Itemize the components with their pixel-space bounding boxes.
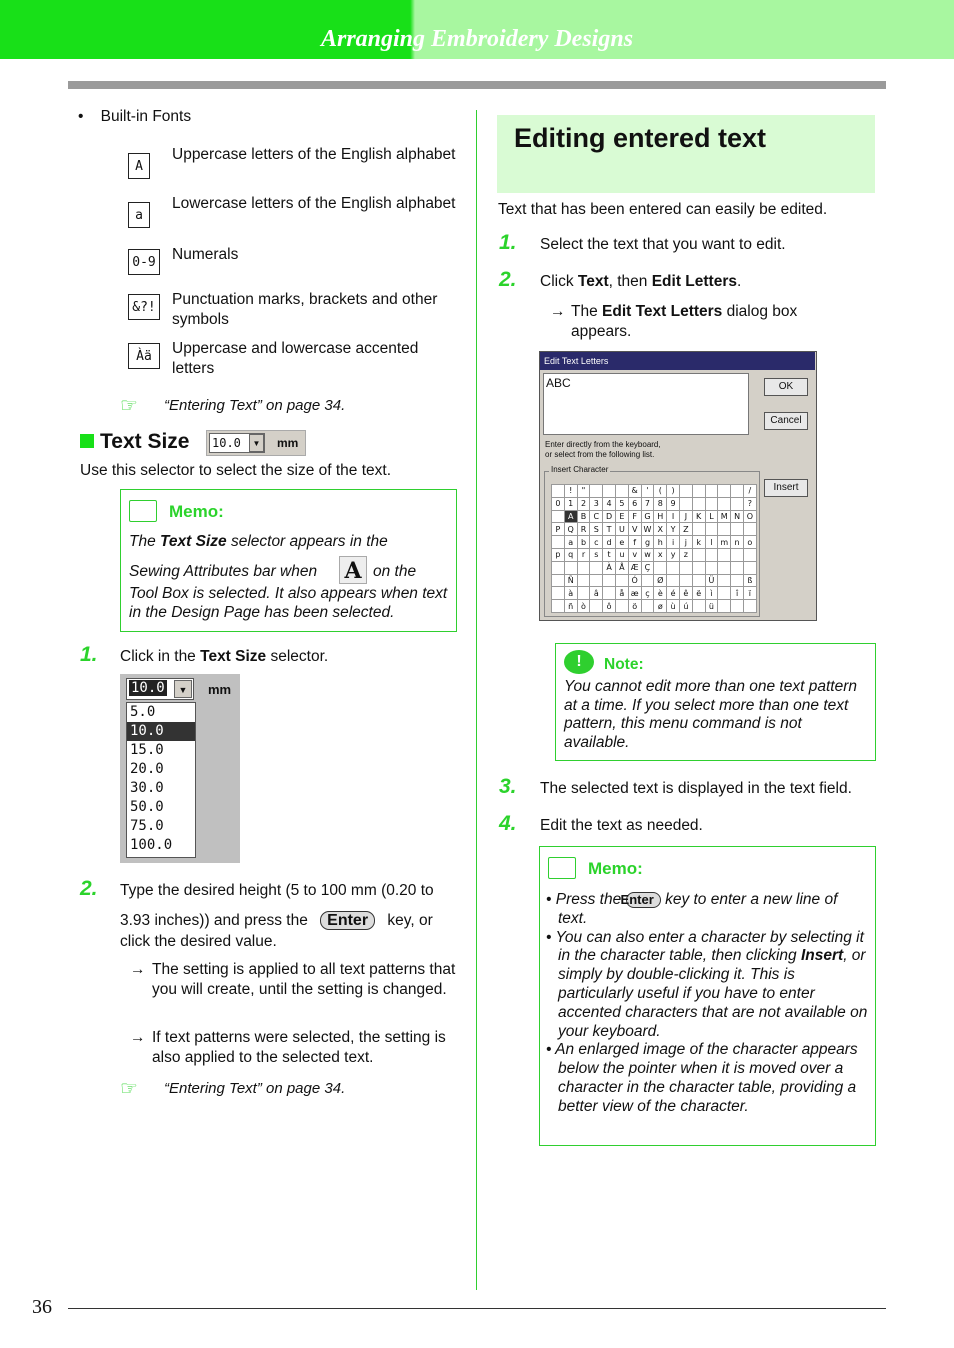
ok-button[interactable]: OK — [764, 378, 808, 396]
insert-button[interactable]: Insert — [764, 479, 808, 497]
character-cell[interactable] — [705, 523, 718, 536]
step1-bold: Text Size — [200, 648, 267, 665]
bullet2-bold: Insert — [800, 947, 844, 965]
step2-mid: , then — [608, 273, 652, 290]
character-cell[interactable]: Ç — [641, 561, 654, 574]
character-cell[interactable]: B — [577, 510, 590, 523]
character-cell[interactable] — [590, 600, 603, 613]
character-cell[interactable]: w — [641, 548, 654, 561]
bullet1-pre: Press the — [555, 891, 622, 908]
section-title-box — [497, 115, 875, 193]
note-label: Note: — [604, 656, 644, 673]
character-cell[interactable]: i — [667, 536, 680, 549]
result-pre: The — [571, 303, 603, 320]
character-cell[interactable]: O — [743, 510, 756, 523]
character-row — [552, 510, 757, 523]
character-cell[interactable]: v — [628, 548, 641, 561]
character-cell[interactable]: ë — [692, 587, 705, 600]
character-cell[interactable] — [705, 497, 718, 510]
character-cell[interactable]: ú — [679, 600, 692, 613]
memo-box-left — [120, 489, 457, 632]
character-cell[interactable] — [679, 574, 692, 587]
character-cell[interactable] — [641, 600, 654, 613]
character-cell[interactable]: Q — [564, 523, 577, 536]
text-size-dropdown-screenshot — [120, 674, 240, 863]
book-icon — [548, 857, 576, 879]
pointing-hand-icon: ☞ — [120, 395, 138, 417]
character-cell[interactable]: ( — [654, 485, 667, 498]
character-cell[interactable] — [718, 548, 731, 561]
step2-line2b: key, or — [387, 912, 433, 929]
punctuation-font-icon: &?! — [128, 294, 160, 320]
character-cell[interactable] — [564, 561, 577, 574]
character-cell[interactable]: r — [577, 548, 590, 561]
insert-character-group — [544, 465, 760, 617]
character-cell[interactable]: 0 — [552, 497, 565, 510]
chevron-down-icon[interactable]: ▼ — [249, 434, 264, 452]
result-bold: Edit Text Letters — [602, 303, 723, 320]
character-cell[interactable] — [718, 523, 731, 536]
numerals-font-icon: 0-9 — [128, 249, 160, 275]
edit-text-letters-dialog — [539, 351, 817, 621]
step2-line3: click the desired value. — [120, 933, 277, 950]
step-number: 4. — [499, 812, 517, 835]
dialog-instruction — [545, 440, 661, 460]
step2-post: . — [736, 273, 742, 290]
character-cell[interactable] — [692, 485, 705, 498]
character-cell[interactable] — [731, 561, 744, 574]
memo-bullet-1: • Press the Enter key to enter a new line of text. — [546, 891, 838, 927]
character-row — [552, 561, 757, 574]
character-cell[interactable]: C — [590, 510, 603, 523]
character-cell[interactable]: Y — [667, 523, 680, 536]
memo-line2a: Sewing Attributes bar when — [129, 563, 318, 580]
memo-line1 — [129, 532, 454, 552]
character-cell[interactable]: F — [628, 510, 641, 523]
character-cell[interactable]: o — [743, 536, 756, 549]
character-cell[interactable] — [552, 510, 565, 523]
text-tool-icon: A — [339, 556, 367, 584]
character-cell[interactable] — [692, 523, 705, 536]
character-cell[interactable]: L — [705, 510, 718, 523]
character-cell[interactable]: U — [615, 523, 628, 536]
character-cell[interactable] — [577, 561, 590, 574]
character-cell[interactable]: n — [731, 536, 744, 549]
character-cell[interactable]: p — [552, 548, 565, 561]
memo-label: Memo: — [588, 859, 643, 878]
character-cell[interactable]: P — [552, 523, 565, 536]
character-cell[interactable]: y — [667, 548, 680, 561]
character-cell[interactable] — [590, 561, 603, 574]
character-row — [552, 587, 757, 600]
character-cell[interactable] — [718, 600, 731, 613]
character-cell[interactable]: S — [590, 523, 603, 536]
character-cell[interactable]: I — [667, 510, 680, 523]
character-cell[interactable]: ï — [743, 587, 756, 600]
dropdown-option[interactable]: 75.0 — [130, 818, 164, 834]
character-cell[interactable]: ô — [603, 600, 616, 613]
bullet2-pre: You can also enter a character by selecting it in the character table, then clicking — [555, 928, 864, 965]
character-cell[interactable]: À — [603, 561, 616, 574]
character-cell[interactable]: ' — [641, 485, 654, 498]
step2-result1 — [130, 960, 456, 1000]
character-cell[interactable]: & — [628, 485, 641, 498]
step-number: 1. — [80, 643, 98, 666]
character-cell[interactable] — [692, 548, 705, 561]
step1-text — [120, 647, 328, 667]
chevron-down-icon[interactable]: ▼ — [174, 680, 192, 698]
bullet-builtin-fonts: • Built-in Fonts — [78, 108, 192, 125]
character-cell[interactable] — [654, 561, 667, 574]
character-cell[interactable] — [552, 536, 565, 549]
bullet-text: Built-in Fonts — [100, 108, 192, 125]
character-cell[interactable]: ì — [705, 587, 718, 600]
character-cell[interactable]: 8 — [654, 497, 667, 510]
section-title: Editing entered text — [514, 123, 767, 153]
character-cell[interactable]: ü — [705, 600, 718, 613]
character-cell[interactable]: ê — [679, 587, 692, 600]
unit-label: mm — [277, 436, 299, 450]
character-cell[interactable] — [603, 587, 616, 600]
character-cell[interactable]: u — [615, 548, 628, 561]
character-cell[interactable] — [615, 600, 628, 613]
dropdown-field[interactable] — [126, 678, 194, 700]
memo-line2b: on the — [373, 563, 417, 580]
character-cell[interactable] — [718, 561, 731, 574]
character-cell[interactable] — [552, 587, 565, 600]
character-cell[interactable] — [731, 523, 744, 536]
result1-text: The setting is applied to all text patterns that you will create, until the setting is changed. — [152, 961, 456, 998]
step-number: 3. — [499, 775, 517, 798]
character-cell[interactable] — [743, 600, 756, 613]
group-label: Insert Character — [551, 465, 609, 474]
memo-box-right — [539, 846, 876, 1146]
note-box — [555, 643, 876, 761]
step2-bold1: Text — [577, 273, 609, 290]
character-cell[interactable]: 6 — [628, 497, 641, 510]
character-cell[interactable]: Ñ — [564, 574, 577, 587]
character-cell[interactable]: s — [590, 548, 603, 561]
dropdown-option[interactable]: 20.0 — [130, 761, 164, 777]
character-cell[interactable]: V — [628, 523, 641, 536]
character-cell[interactable] — [679, 497, 692, 510]
dialog-text-field[interactable]: ABC — [543, 373, 749, 435]
step3-text: The selected text is displayed in the text field. — [540, 780, 852, 797]
character-cell[interactable]: ß — [743, 574, 756, 587]
result2-text: If text patterns were selected, the setting is also applied to the selected text. — [152, 1029, 446, 1066]
character-cell[interactable]: 9 — [667, 497, 680, 510]
dropdown-option[interactable]: 30.0 — [130, 780, 164, 796]
character-row — [552, 536, 757, 549]
character-cell[interactable]: k — [692, 536, 705, 549]
character-cell[interactable]: ø — [654, 600, 667, 613]
dropdown-option[interactable]: 50.0 — [130, 799, 164, 815]
dropdown-option[interactable]: 100.0 — [130, 837, 173, 853]
text-size-description: Use this selector to select the size of the text. — [80, 462, 392, 479]
character-cell[interactable] — [692, 497, 705, 510]
header-title: Arranging Embroidery Designs — [320, 26, 634, 52]
bullet2-post: , or simply by double-clicking it. This is particularly useful if you have to enter accented characters that are not available on your keyboard. — [558, 947, 868, 1040]
character-cell[interactable]: 5 — [615, 497, 628, 510]
character-row — [552, 574, 757, 587]
cancel-button[interactable]: Cancel — [764, 412, 808, 430]
character-cell[interactable]: g — [641, 536, 654, 549]
character-cell[interactable] — [679, 485, 692, 498]
character-cell[interactable]: ö — [628, 600, 641, 613]
character-cell[interactable]: e — [615, 536, 628, 549]
character-cell[interactable] — [743, 548, 756, 561]
character-cell[interactable]: â — [590, 587, 603, 600]
character-cell[interactable]: b — [577, 536, 590, 549]
step2-line1: Type the desired height (5 to 100 mm (0.20 to — [120, 882, 434, 899]
memo-label: Memo: — [169, 502, 224, 521]
character-row — [552, 548, 757, 561]
memo-post: selector appears in the — [226, 533, 388, 550]
character-cell[interactable]: 2 — [577, 497, 590, 510]
character-cell[interactable] — [718, 587, 731, 600]
character-cell[interactable] — [552, 561, 565, 574]
column-divider — [476, 110, 477, 1290]
character-cell[interactable]: j — [679, 536, 692, 549]
character-cell[interactable]: R — [577, 523, 590, 536]
character-cell[interactable]: Ø — [654, 574, 667, 587]
character-cell[interactable] — [705, 485, 718, 498]
section-square-icon — [80, 434, 94, 448]
step-number: 2. — [499, 268, 517, 291]
arrow-icon: → — [550, 303, 566, 320]
exclamation-icon: ! — [564, 650, 594, 674]
character-cell[interactable] — [705, 561, 718, 574]
font-item-label: Numerals — [172, 246, 239, 263]
arrow-icon: → — [130, 961, 146, 978]
step2-result — [550, 302, 850, 342]
character-cell[interactable] — [718, 574, 731, 587]
bullet1-post: key to enter a new line of text. — [558, 891, 838, 927]
character-cell[interactable]: D — [603, 510, 616, 523]
book-icon — [129, 500, 157, 522]
step4-text: Edit the text as needed. — [540, 817, 703, 834]
character-cell[interactable]: Ü — [705, 574, 718, 587]
memo-bullet-3: • An enlarged image of the character appears below the pointer when it is moved over a character in the character table, providing a better view of the character. — [546, 1041, 858, 1115]
character-cell[interactable] — [603, 574, 616, 587]
font-item-label: Uppercase and lowercase accented letters — [172, 340, 419, 377]
character-table — [551, 484, 757, 613]
character-cell[interactable] — [731, 574, 744, 587]
character-cell[interactable] — [641, 574, 654, 587]
text-size-value: 10.0 — [212, 436, 241, 450]
accented-font-icon: Àä — [128, 343, 160, 369]
character-cell[interactable] — [743, 561, 756, 574]
memo-bullet-2: • You can also enter a character by selecting it in the character table, then clicking Insert, or simply by double-clicking it. This is particularly useful if you have to enter accented characters that are not available on your keyboard. — [546, 928, 868, 1040]
character-cell[interactable] — [577, 574, 590, 587]
character-cell[interactable]: a — [564, 536, 577, 549]
character-cell[interactable] — [679, 561, 692, 574]
reference-text: “Entering Text” on page 34. — [164, 397, 346, 414]
character-cell[interactable] — [692, 600, 705, 613]
character-cell[interactable]: Å — [615, 561, 628, 574]
step2-line2 — [120, 911, 433, 931]
character-cell[interactable]: Æ — [628, 561, 641, 574]
character-cell[interactable]: Z — [679, 523, 692, 536]
dropdown-option[interactable]: 5.0 — [130, 704, 156, 720]
reference-text: “Entering Text” on page 34. — [164, 1080, 346, 1097]
character-cell[interactable]: h — [654, 536, 667, 549]
dropdown-option[interactable]: 15.0 — [130, 742, 164, 758]
character-cell[interactable]: ? — [743, 497, 756, 510]
character-cell[interactable] — [731, 548, 744, 561]
character-cell[interactable]: 7 — [641, 497, 654, 510]
step2-bold2: Edit Letters — [651, 273, 737, 290]
character-cell[interactable]: æ — [628, 587, 641, 600]
character-cell[interactable]: A — [564, 510, 577, 523]
character-cell[interactable] — [718, 485, 731, 498]
character-cell[interactable]: f — [628, 536, 641, 549]
character-cell[interactable] — [552, 485, 565, 498]
top-rule — [68, 81, 886, 89]
reference-2 — [120, 1076, 346, 1101]
step-number: 1. — [499, 231, 517, 254]
step1-text: Select the text that you want to edit. — [540, 236, 786, 253]
character-cell[interactable] — [603, 485, 616, 498]
step1-pre: Click in the — [120, 648, 201, 665]
dropdown-value: 10.0 — [131, 680, 165, 696]
character-cell[interactable]: l — [705, 536, 718, 549]
character-cell[interactable]: N — [731, 510, 744, 523]
character-cell[interactable]: m — [718, 536, 731, 549]
character-cell[interactable] — [692, 561, 705, 574]
text-size-heading: Text Size — [100, 430, 190, 453]
character-cell[interactable]: î — [731, 587, 744, 600]
character-cell[interactable] — [705, 548, 718, 561]
instruction-line2: or select from the following list. — [545, 450, 655, 459]
character-row — [552, 523, 757, 536]
dropdown-unit: mm — [208, 682, 232, 697]
step2-result2 — [130, 1028, 456, 1068]
character-cell[interactable] — [743, 523, 756, 536]
character-cell[interactable]: q — [564, 548, 577, 561]
enter-key-icon: Enter — [320, 911, 375, 930]
character-cell[interactable]: / — [743, 485, 756, 498]
result-post: dialog box appears. — [571, 303, 798, 340]
arrow-icon: → — [130, 1029, 146, 1046]
instruction-line1: Enter directly from the keyboard, — [545, 440, 661, 449]
character-cell[interactable]: " — [577, 485, 590, 498]
memo-bold: Text Size — [160, 533, 227, 550]
character-cell[interactable]: ) — [667, 485, 680, 498]
character-cell[interactable]: H — [654, 510, 667, 523]
font-item-label: Uppercase letters of the English alphabet — [172, 146, 456, 163]
character-cell[interactable]: x — [654, 548, 667, 561]
character-row — [552, 485, 757, 498]
character-cell[interactable]: c — [590, 536, 603, 549]
character-cell[interactable]: 1 — [564, 497, 577, 510]
character-cell[interactable] — [692, 574, 705, 587]
character-cell[interactable] — [731, 497, 744, 510]
character-cell[interactable]: X — [654, 523, 667, 536]
step2-text — [540, 272, 741, 292]
font-item-label: Punctuation marks, brackets and other symbols — [172, 291, 438, 328]
note-text: You cannot edit more than one text pattern at a time. If you select more than one text pattern, this menu command is not available. — [564, 678, 857, 751]
character-cell[interactable]: 4 — [603, 497, 616, 510]
character-cell[interactable]: E — [615, 510, 628, 523]
font-item-label: Lowercase letters of the English alphabet — [172, 195, 456, 212]
enter-key-icon: Enter — [626, 892, 661, 908]
character-cell[interactable]: ! — [564, 485, 577, 498]
step-number: 2. — [80, 877, 98, 900]
character-cell[interactable]: M — [718, 510, 731, 523]
character-cell[interactable] — [731, 485, 744, 498]
character-cell[interactable]: è — [654, 587, 667, 600]
character-cell[interactable] — [590, 485, 603, 498]
character-cell[interactable]: å — [615, 587, 628, 600]
character-cell[interactable] — [667, 574, 680, 587]
character-cell[interactable] — [577, 587, 590, 600]
character-cell[interactable] — [615, 485, 628, 498]
character-cell[interactable]: à — [564, 587, 577, 600]
character-cell[interactable]: Ó — [628, 574, 641, 587]
uppercase-font-icon: A — [128, 153, 150, 179]
step1-post: selector. — [266, 648, 329, 665]
character-cell[interactable] — [731, 600, 744, 613]
character-row — [552, 497, 757, 510]
character-cell[interactable] — [615, 574, 628, 587]
character-cell[interactable]: 3 — [590, 497, 603, 510]
character-cell[interactable] — [718, 497, 731, 510]
character-cell[interactable]: d — [603, 536, 616, 549]
step2-line2a: 3.93 inches)) and press the — [120, 912, 308, 929]
character-cell[interactable]: G — [641, 510, 654, 523]
character-cell[interactable]: t — [603, 548, 616, 561]
character-cell[interactable]: W — [641, 523, 654, 536]
memo-bullets — [546, 891, 870, 1117]
character-cell[interactable] — [667, 561, 680, 574]
character-cell[interactable]: ñ — [564, 600, 577, 613]
dropdown-option[interactable]: 10.0 — [127, 722, 195, 741]
character-cell[interactable]: ç — [641, 587, 654, 600]
character-cell[interactable]: ò — [577, 600, 590, 613]
bottom-rule — [68, 1308, 886, 1309]
memo-rest: Tool Box is selected. It also appears when text in the Design Page has been selected. — [129, 585, 448, 621]
step2-pre: Click — [540, 273, 578, 290]
character-row — [552, 600, 757, 613]
memo-pre: The — [129, 533, 161, 550]
reference-1 — [120, 393, 346, 418]
text-size-toolbar — [206, 430, 306, 456]
dropdown-list — [126, 702, 196, 858]
intro-text: Text that has been entered can easily be edited. — [498, 201, 828, 218]
character-cell[interactable]: K — [692, 510, 705, 523]
character-cell[interactable]: J — [679, 510, 692, 523]
character-cell[interactable]: z — [679, 548, 692, 561]
character-cell[interactable] — [552, 600, 565, 613]
character-cell[interactable]: é — [667, 587, 680, 600]
lowercase-font-icon: a — [128, 202, 150, 228]
pointing-hand-icon: ☞ — [120, 1078, 138, 1100]
character-cell[interactable] — [552, 574, 565, 587]
page-number: 36 — [32, 1296, 52, 1318]
character-cell[interactable]: ù — [667, 600, 680, 613]
dialog-title: Edit Text Letters — [540, 352, 815, 370]
bullet3-text: An enlarged image of the character appears below the pointer when it is moved over a character in the character table, providing a better view of the character. — [555, 1041, 858, 1115]
character-cell[interactable]: T — [603, 523, 616, 536]
character-cell[interactable] — [590, 574, 603, 587]
